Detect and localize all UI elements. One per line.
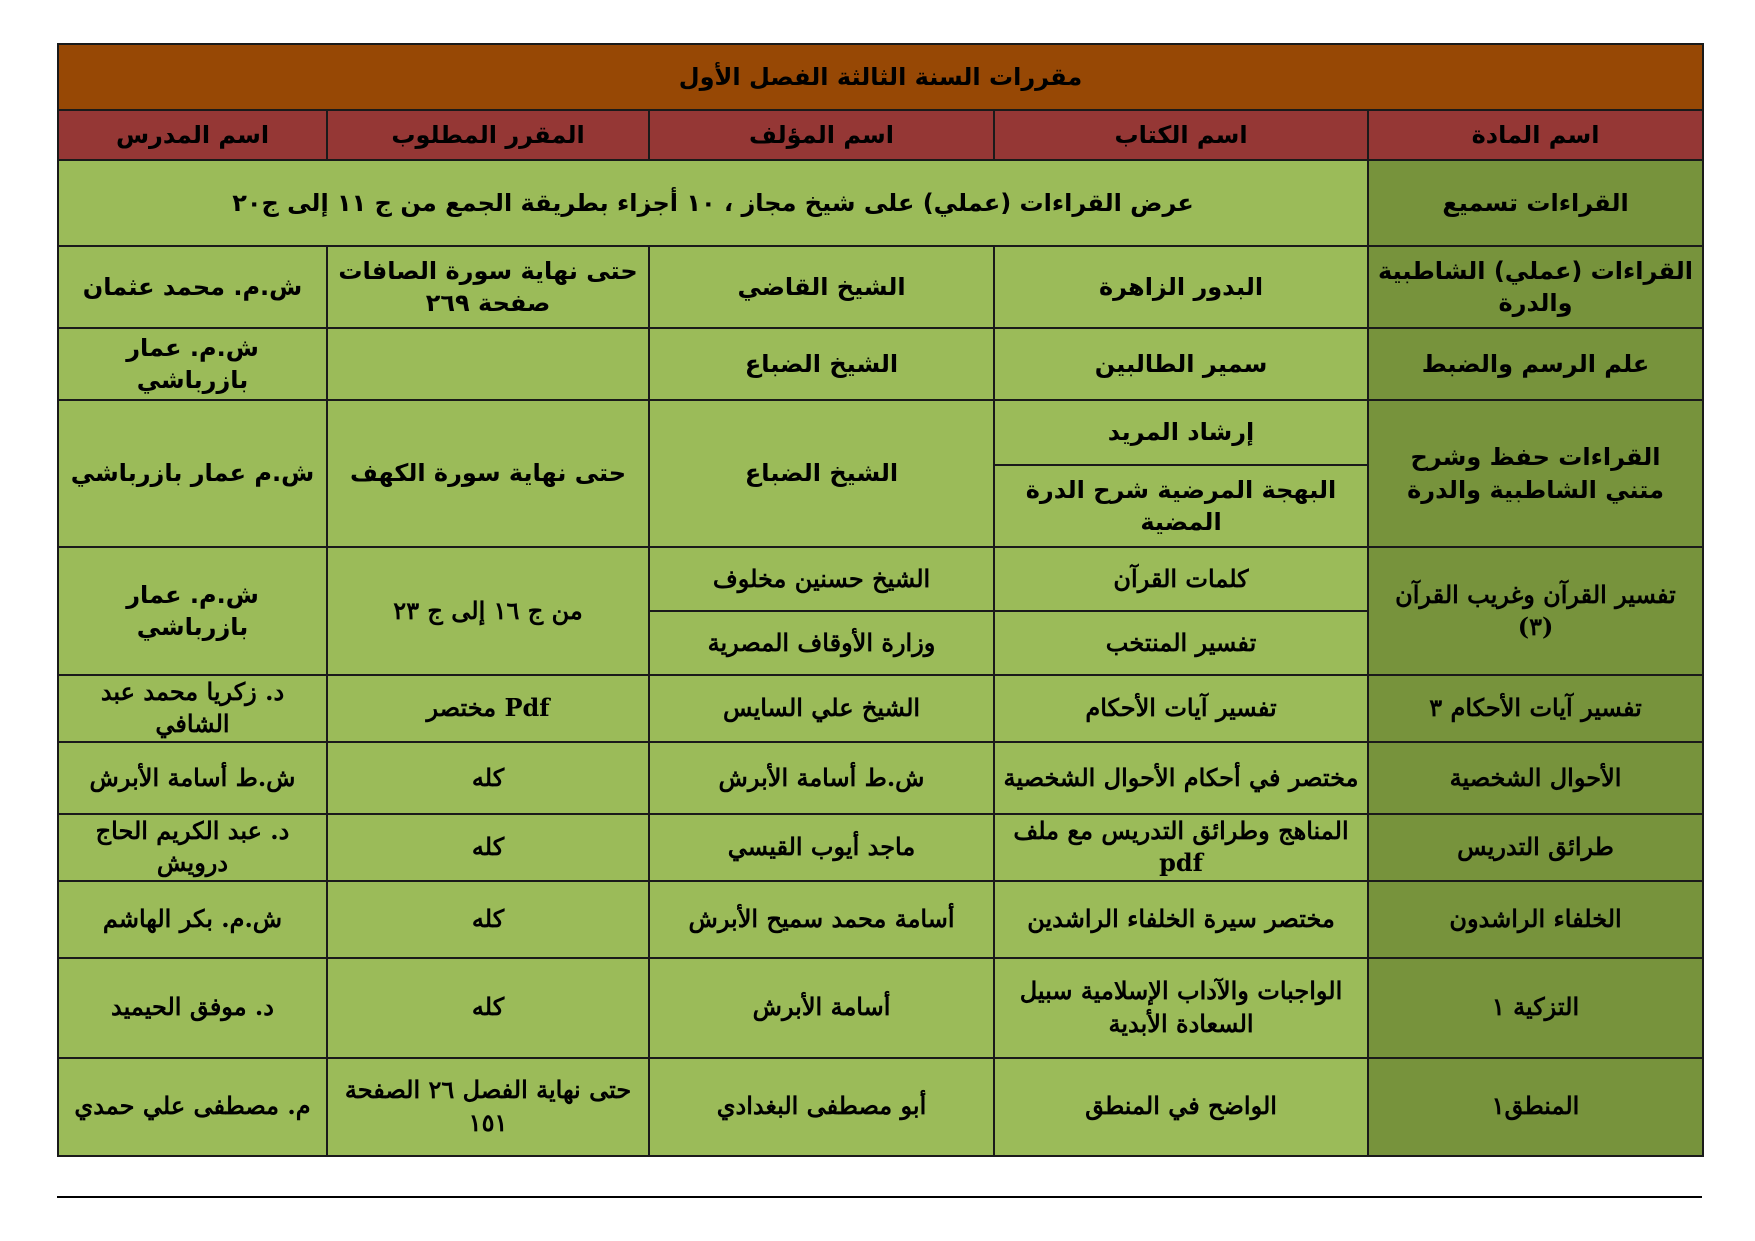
author-cell: وزارة الأوقاف المصرية (649, 611, 994, 675)
subject-cell: طرائق التدريس (1368, 814, 1703, 881)
table-title: مقررات السنة الثالثة الفصل الأول (58, 44, 1703, 110)
table-row (58, 400, 1703, 465)
required-cell: كله (327, 814, 649, 881)
subject-cell: القراءات تسميع (1368, 160, 1703, 246)
merged-cell: عرض القراءات (عملي) على شيخ مجاز ، ١٠ أجزاء بطريقة الجمع من ج ١١ إلى ج٢٠ (58, 160, 1368, 246)
required-cell: من ج ١٦ إلى ج ٢٣ (327, 547, 649, 675)
teacher-cell: ش.م عمار بازرباشي (58, 400, 327, 547)
title-row (58, 44, 1703, 110)
subject-cell: الخلفاء الراشدون (1368, 881, 1703, 958)
required-cell: كله (327, 958, 649, 1058)
author-cell: الشيخ الضباع (649, 400, 994, 547)
subject-cell: تفسير القرآن وغريب القرآن (٣) (1368, 547, 1703, 675)
header-teacher: اسم المدرس (58, 110, 327, 160)
author-cell: أبو مصطفى البغدادي (649, 1058, 994, 1156)
subject-cell: المنطق١ (1368, 1058, 1703, 1156)
author-cell: الشيخ القاضي (649, 246, 994, 328)
table-row (58, 547, 1703, 611)
subject-cell: القراءات حفظ وشرح متني الشاطبية والدرة (1368, 400, 1703, 547)
required-cell: كله (327, 742, 649, 814)
author-cell: أسامة محمد سميح الأبرش (649, 881, 994, 958)
table-row (58, 328, 1703, 400)
book-cell: مختصر في أحكام الأحوال الشخصية (994, 742, 1368, 814)
author-cell: الشيخ الضباع (649, 328, 994, 400)
header-book: اسم الكتاب (994, 110, 1368, 160)
author-cell: ش.ط أسامة الأبرش (649, 742, 994, 814)
book-cell: الواضح في المنطق (994, 1058, 1368, 1156)
author-cell: ماجد أيوب القيسي (649, 814, 994, 881)
teacher-cell: د. زكريا محمد عبد الشافي (58, 675, 327, 742)
subject-cell: تفسير آيات الأحكام ٣ (1368, 675, 1703, 742)
book-cell: إرشاد المريد (994, 400, 1368, 465)
header-subject: اسم المادة (1368, 110, 1703, 160)
teacher-cell: ش.م. محمد عثمان (58, 246, 327, 328)
subject-cell: الأحوال الشخصية (1368, 742, 1703, 814)
book-cell: مختصر سيرة الخلفاء الراشدين (994, 881, 1368, 958)
author-cell: الشيخ حسنين مخلوف (649, 547, 994, 611)
book-cell: سمير الطالبين (994, 328, 1368, 400)
subject-cell: القراءات (عملي) الشاطبية والدرة (1368, 246, 1703, 328)
book-cell: الواجبات والآداب الإسلامية سبيل السعادة الأبدية (994, 958, 1368, 1058)
book-cell: البدور الزاهرة (994, 246, 1368, 328)
required-cell: حتى نهاية سورة الصافات صفحة ٢٦٩ (327, 246, 649, 328)
table-row (58, 958, 1703, 1058)
teacher-cell: م. مصطفى علي حمدي (58, 1058, 327, 1156)
required-cell: كله (327, 881, 649, 958)
table-row (58, 881, 1703, 958)
book-cell: البهجة المرضية شرح الدرة المضية (994, 465, 1368, 547)
subject-cell: علم الرسم والضبط (1368, 328, 1703, 400)
teacher-cell: د. عبد الكريم الحاج درويش (58, 814, 327, 881)
table-row (58, 742, 1703, 814)
book-cell: تفسير آيات الأحكام (994, 675, 1368, 742)
book-cell: تفسير المنتخب (994, 611, 1368, 675)
header-required: المقرر المطلوب (327, 110, 649, 160)
teacher-cell: د. موفق الحيميد (58, 958, 327, 1058)
required-cell: حتى نهاية الفصل ٢٦ الصفحة ١٥١ (327, 1058, 649, 1156)
table-row (58, 246, 1703, 328)
teacher-cell: ش.م. بكر الهاشم (58, 881, 327, 958)
footer-divider (57, 1196, 1702, 1198)
teacher-cell: ش.م. عمار بازرباشي (58, 328, 327, 400)
curriculum-table (57, 43, 1704, 1157)
author-cell: الشيخ علي السايس (649, 675, 994, 742)
table-row (58, 160, 1703, 246)
required-cell (327, 328, 649, 400)
required-cell: Pdf مختصر (327, 675, 649, 742)
header-author: اسم المؤلف (649, 110, 994, 160)
teacher-cell: ش.ط أسامة الأبرش (58, 742, 327, 814)
required-cell: حتى نهاية سورة الكهف (327, 400, 649, 547)
table-row (58, 814, 1703, 881)
table-row (58, 675, 1703, 742)
book-cell: كلمات القرآن (994, 547, 1368, 611)
header-row (58, 110, 1703, 160)
subject-cell: التزكية ١ (1368, 958, 1703, 1058)
author-cell: أسامة الأبرش (649, 958, 994, 1058)
teacher-cell: ش.م. عمار بازرباشي (58, 547, 327, 675)
table-row (58, 1058, 1703, 1156)
book-cell: المناهج وطرائق التدريس مع ملف pdf (994, 814, 1368, 881)
